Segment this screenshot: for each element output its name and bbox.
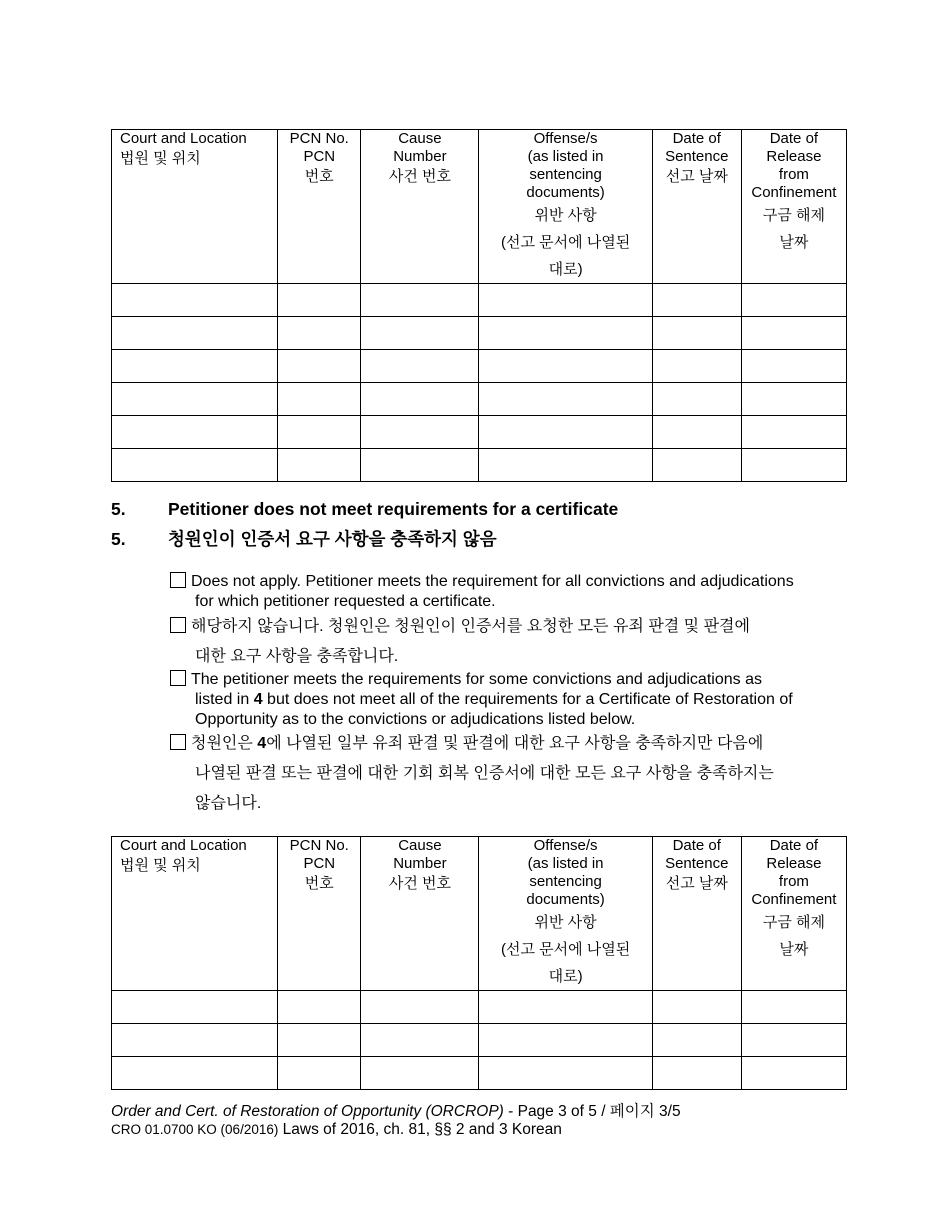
header-pcn: PCN No. PCN 번호 (278, 837, 361, 991)
cell-pcn[interactable] (278, 449, 361, 482)
cell-court[interactable] (112, 1057, 278, 1090)
does-not-apply-checkbox-en[interactable] (170, 572, 186, 588)
cell-pcn[interactable] (278, 416, 361, 449)
header-date-of-sentence: Date of Sentence 선고 날짜 (652, 130, 741, 284)
cell-court[interactable] (112, 350, 278, 383)
cell-release-date[interactable] (741, 383, 846, 416)
cell-sentence-date[interactable] (652, 284, 741, 317)
cell-release-date[interactable] (741, 284, 846, 317)
cell-pcn[interactable] (278, 991, 361, 1024)
cell-court[interactable] (112, 991, 278, 1024)
table-row (112, 317, 847, 350)
cell-offense[interactable] (479, 317, 652, 350)
cell-pcn[interactable] (278, 383, 361, 416)
cell-offense[interactable] (479, 991, 652, 1024)
header-cause-number: Cause Number 사건 번호 (361, 837, 479, 991)
cell-offense[interactable] (479, 416, 652, 449)
cell-pcn[interactable] (278, 284, 361, 317)
cell-release-date[interactable] (741, 449, 846, 482)
table-row (112, 350, 847, 383)
cell-cause[interactable] (361, 1057, 479, 1090)
header-offenses: Offense/s (as listed in sentencing documents) 위반 사항 (선고 문서에 나열된 대로) (479, 837, 652, 991)
cell-sentence-date[interactable] (652, 350, 741, 383)
cell-cause[interactable] (361, 383, 479, 416)
table-row (112, 991, 847, 1024)
cell-pcn[interactable] (278, 1024, 361, 1057)
table-row (112, 1024, 847, 1057)
table-header-row (112, 130, 847, 284)
header-cause-number: Cause Number 사건 번호 (361, 130, 479, 284)
cell-sentence-date[interactable] (652, 383, 741, 416)
does-not-apply-checkbox-ko[interactable] (170, 617, 186, 633)
cell-offense[interactable] (479, 350, 652, 383)
cell-court[interactable] (112, 449, 278, 482)
cell-cause[interactable] (361, 1024, 479, 1057)
header-date-of-release: Date of Release from Confinement 구금 해제 날짜 (741, 837, 846, 991)
partial-requirements-checkbox-ko[interactable] (170, 734, 186, 750)
cell-sentence-date[interactable] (652, 416, 741, 449)
cell-sentence-date[interactable] (652, 1024, 741, 1057)
cell-sentence-date[interactable] (652, 317, 741, 350)
cell-offense[interactable] (479, 284, 652, 317)
header-date-of-release: Date of Release from Confinement 구금 해제 날짜 (741, 130, 846, 284)
cell-offense[interactable] (479, 1024, 652, 1057)
cell-sentence-date[interactable] (652, 449, 741, 482)
cell-court[interactable] (112, 284, 278, 317)
header-date-of-sentence: Date of Sentence 선고 날짜 (652, 837, 741, 991)
cell-release-date[interactable] (741, 991, 846, 1024)
header-offenses: Offense/s (as listed in sentencing documents) 위반 사항 (선고 문서에 나열된 대로) (479, 130, 652, 284)
cell-pcn[interactable] (278, 350, 361, 383)
table-row (112, 284, 847, 317)
cell-cause[interactable] (361, 991, 479, 1024)
cell-pcn[interactable] (278, 317, 361, 350)
cell-release-date[interactable] (741, 317, 846, 350)
table-row (112, 449, 847, 482)
cell-offense[interactable] (479, 449, 652, 482)
cell-offense[interactable] (479, 383, 652, 416)
option-partial-requirements-en: The petitioner meets the requirements for some convictions and adjudications as listed in 4 but does not meet all of the requirements for a Certificate of Restoration of Opportunity as to the convictions or adjudications listed below. (170, 670, 850, 730)
table-row (112, 1057, 847, 1090)
convictions-table-1 (111, 129, 847, 482)
header-pcn: PCN No. PCN 번호 (278, 130, 361, 284)
option-does-not-apply-ko: 해당하지 않습니다. 청원인은 청원인이 인증서를 요청한 모든 유죄 판결 및 판결에 대한 요구 사항을 충족합니다. (170, 612, 850, 672)
convictions-table-2 (111, 836, 847, 1090)
table-row (112, 416, 847, 449)
table-header-row (112, 837, 847, 991)
section-5-title-en: 5. Petitioner does not meet requirements for a certificate (111, 499, 619, 519)
cell-court[interactable] (112, 1024, 278, 1057)
header-court-location: Court and Location 법원 및 위치 (112, 130, 278, 284)
cell-cause[interactable] (361, 449, 479, 482)
cell-court[interactable] (112, 317, 278, 350)
partial-requirements-checkbox-en[interactable] (170, 670, 186, 686)
cell-court[interactable] (112, 416, 278, 449)
table-row (112, 383, 847, 416)
section-5-title-ko: 5. 청원인이 인증서 요구 사항을 충족하지 않음 (111, 529, 497, 549)
cell-sentence-date[interactable] (652, 1057, 741, 1090)
cell-release-date[interactable] (741, 350, 846, 383)
cell-court[interactable] (112, 383, 278, 416)
cell-release-date[interactable] (741, 1024, 846, 1057)
cell-sentence-date[interactable] (652, 991, 741, 1024)
cell-release-date[interactable] (741, 1057, 846, 1090)
cell-cause[interactable] (361, 284, 479, 317)
cell-cause[interactable] (361, 317, 479, 350)
cell-pcn[interactable] (278, 1057, 361, 1090)
option-does-not-apply-en: Does not apply. Petitioner meets the requirement for all convictions and adjudications for which petitioner requested a certificate. (170, 572, 850, 612)
option-partial-requirements-ko: 청원인은 4에 나열된 일부 유죄 판결 및 판결에 대한 요구 사항을 충족하지만 다음에 나열된 판결 또는 판결에 대한 기회 회복 인증서에 대한 모든 요구 사항을 충족하지는 않습니다. (170, 729, 850, 819)
cell-offense[interactable] (479, 1057, 652, 1090)
cell-cause[interactable] (361, 350, 479, 383)
footer-form-title: Order and Cert. of Restoration of Opportunity (ORCROP) - Page 3 of 5 / 페이지 3/5 (111, 1103, 681, 1120)
header-court-location: Court and Location 법원 및 위치 (112, 837, 278, 991)
footer-form-code: CRO 01.0700 KO (06/2016) Laws of 2016, ch. 81, §§ 2 and 3 Korean (111, 1121, 562, 1138)
cell-cause[interactable] (361, 416, 479, 449)
cell-release-date[interactable] (741, 416, 846, 449)
